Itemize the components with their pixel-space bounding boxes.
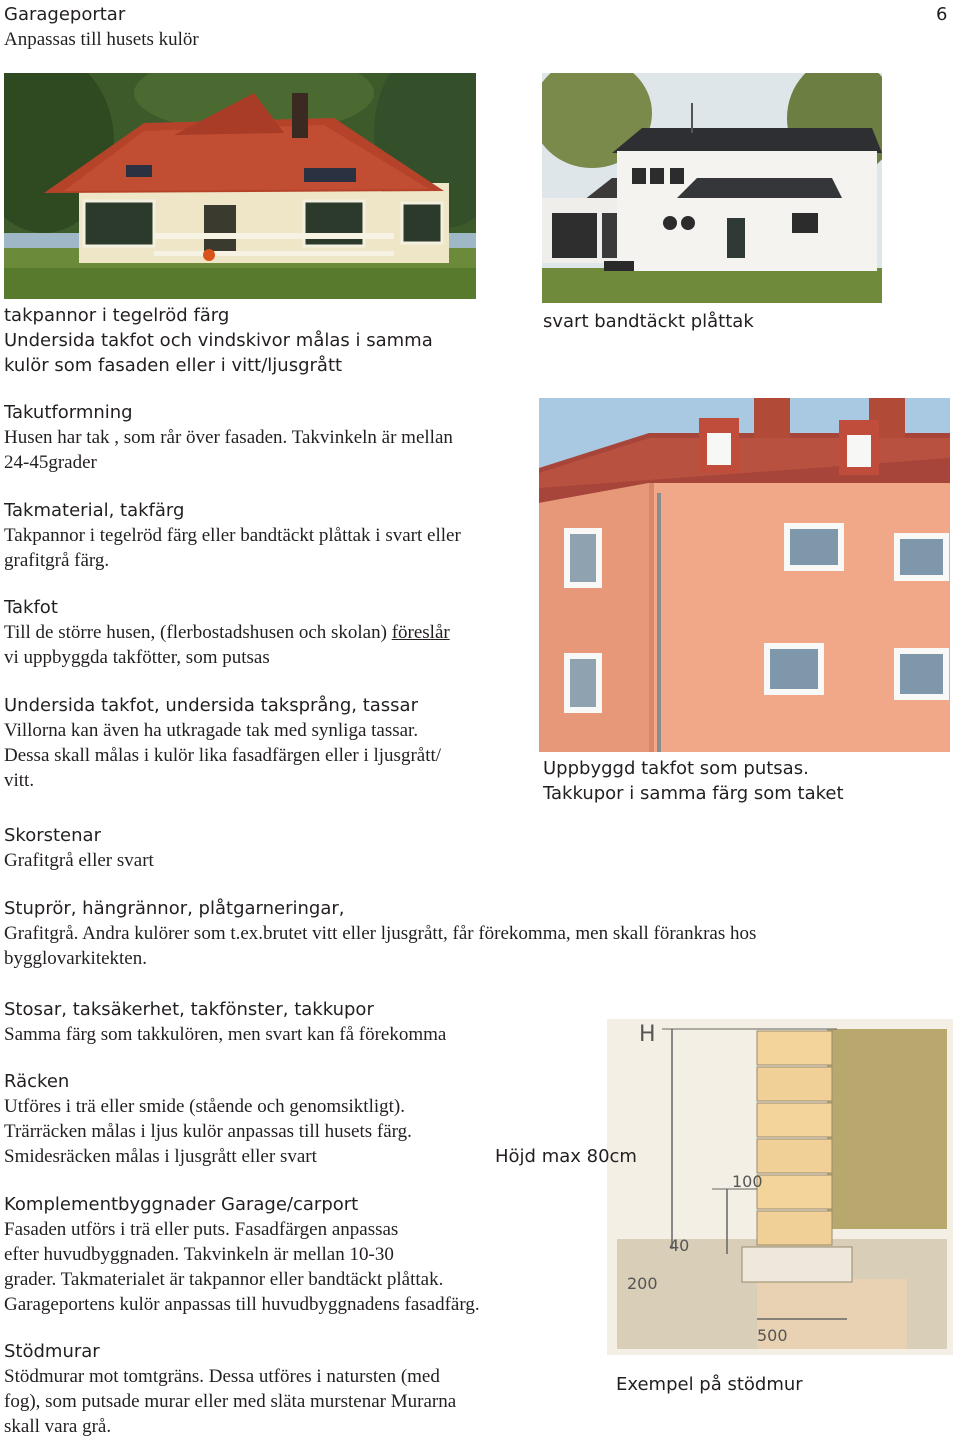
section-text: Garageportens kulör anpassas till huvudbyggnadens fasadfärg. [4, 1294, 480, 1315]
section-takfot [4, 595, 534, 670]
white-house-caption: svart bandtäckt plåttak [543, 311, 754, 332]
section-text: Smidesräcken målas i ljusgrått eller svart [4, 1146, 317, 1167]
section-heading: Takfot [4, 597, 58, 618]
section-racken [4, 1069, 484, 1169]
section-text: vi uppbyggda takfötter, som putsas [4, 647, 270, 668]
section-text: grader. Takmaterialet är takpannor eller bandtäckt plåttak. [4, 1269, 444, 1290]
section-text: skall vara grå. [4, 1416, 112, 1437]
section-text: Dessa skall målas i kulör lika fasadfärgen eller i ljusgrått/ [4, 745, 442, 766]
white-house-photo [542, 73, 882, 303]
villa-photo [4, 73, 476, 299]
section-text-underlined: föreslår [391, 622, 450, 643]
retaining-wall-drawing [607, 1019, 953, 1355]
section-text: Fasaden utförs i trä eller puts. Fasadfärgen anpassas [4, 1219, 399, 1240]
page-title: Garageportar [4, 4, 126, 25]
section-text: Takpannor i tegelröd färg eller bandtäckt plåttak i svart eller [4, 525, 461, 546]
wall-caption: Exempel på stödmur [616, 1374, 803, 1395]
section-heading: Stödmurar [4, 1341, 100, 1362]
section-text [4, 620, 534, 645]
villa-caption [4, 303, 433, 378]
building-caption [543, 756, 844, 806]
section-text: Husen har tak , som rår över fasaden. Takvinkeln är mellan [4, 427, 453, 448]
section-text: fog), som putsade murar eller med släta murstenar Murarna [4, 1391, 457, 1412]
section-text: Grafitgrå eller svart [4, 850, 154, 871]
page-number: 6 [936, 4, 948, 25]
section-heading: Komplementbyggnader Garage/carport [4, 1194, 359, 1215]
section-text: vitt. [4, 770, 35, 791]
page-subtitle: Anpassas till husets kulör [4, 29, 199, 50]
section-text: bygglovarkitekten. [4, 948, 147, 969]
section-undersida [4, 693, 534, 793]
label-200: 200 [627, 1274, 658, 1293]
section-text: Trärräcken målas i ljus kulör anpassas till husets färg. [4, 1121, 412, 1142]
section-komplement [4, 1192, 564, 1317]
section-skorstenar [4, 823, 534, 873]
section-heading: Undersida takfot, undersida taksprång, tassar [4, 695, 418, 716]
section-text: 24-45grader [4, 452, 97, 473]
section-text: Grafitgrå. Andra kulörer som t.ex.brutet vitt eller ljusgrått, får förekomma, men skall förankras hos [4, 923, 757, 944]
section-heading: Stuprör, hängrännor, plåtgarneringar, [4, 898, 345, 919]
apartment-building-photo [539, 398, 950, 752]
label-40: 40 [669, 1236, 690, 1255]
villa-caption-line: kulör som fasaden eller i vitt/ljusgrått [4, 355, 343, 376]
villa-caption-line: Undersida takfot och vindskivor målas i samma [4, 330, 433, 351]
section-heading: Skorstenar [4, 825, 101, 846]
section-heading: Stosar, taksäkerhet, takfönster, takkupor [4, 999, 374, 1020]
section-stodmurar [4, 1339, 564, 1439]
section-heading: Takutformning [4, 402, 133, 423]
section-text: grafitgrå färg. [4, 550, 110, 571]
section-text: Samma färg som takkulören, men svart kan få förekomma [4, 1024, 447, 1045]
section-heading: Räcken [4, 1071, 70, 1092]
section-text: efter huvudbyggnaden. Takvinkeln är mellan 10-30 [4, 1244, 394, 1265]
section-text: Utföres i trä eller smide (stående och genomsiktligt). [4, 1096, 405, 1117]
building-caption-line: Takkupor i samma färg som taket [543, 783, 844, 804]
section-text: Stödmurar mot tomtgräns. Dessa utföres i natursten (med [4, 1366, 440, 1387]
building-caption-line: Uppbyggd takfot som putsas. [543, 758, 809, 779]
section-takmaterial [4, 498, 534, 573]
section-text-part: Till de större husen, (flerbostadshusen och skolan) [4, 622, 392, 643]
railing-height-caption: Höjd max 80cm [495, 1146, 637, 1167]
section-stosar [4, 997, 594, 1047]
section-text: Villorna kan även ha utkragade tak med synliga tassar. [4, 720, 419, 741]
label-100: 100 [732, 1172, 763, 1191]
label-500: 500 [757, 1326, 788, 1345]
section-heading: Takmaterial, takfärg [4, 500, 185, 521]
section-takutformning [4, 400, 529, 475]
villa-caption-line: takpannor i tegelröd färg [4, 305, 230, 326]
section-stupror [4, 896, 954, 971]
label-h: H [639, 1022, 656, 1047]
